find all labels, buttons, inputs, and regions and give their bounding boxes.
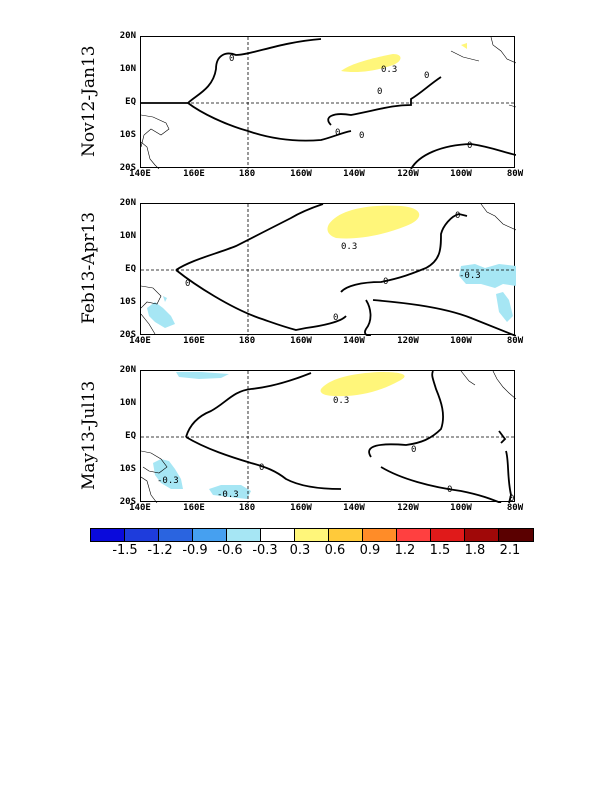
map-panel-1	[79, 31, 530, 196]
contour-label: 0	[333, 313, 339, 323]
x-tick-80w: 80W	[506, 503, 524, 513]
coastline	[141, 142, 159, 169]
colorbar-swatch	[499, 529, 533, 541]
colorbar-swatch	[295, 529, 329, 541]
colorbar-swatch	[363, 529, 397, 541]
colorbar-label: -1.2	[147, 543, 173, 558]
colorbar-label: 0.3	[289, 543, 311, 558]
map-plot	[141, 37, 516, 169]
negative-anomaly-shading	[176, 372, 229, 379]
zero-contour	[176, 204, 323, 270]
zero-contour	[186, 373, 311, 437]
y-tick-eq: EQ	[125, 264, 136, 274]
negative-anomaly-shading	[147, 302, 175, 328]
coastline	[509, 105, 516, 107]
contour-label: 0.3	[341, 242, 358, 252]
coastline	[141, 477, 157, 503]
x-tick-120w: 120W	[397, 336, 419, 346]
x-tick-180: 180	[238, 503, 256, 513]
y-tick-10s: 10S	[119, 464, 136, 474]
zero-contour	[176, 270, 346, 330]
zero-contour	[328, 77, 441, 125]
y-tick-10n: 10N	[119, 64, 136, 74]
contour-label: -0.3	[157, 476, 179, 486]
colorbar-label: -1.5	[112, 543, 138, 558]
panel-title: Nov12-Jan13	[79, 45, 99, 157]
map-area	[140, 370, 515, 502]
x-tick-160w: 160W	[290, 503, 312, 513]
x-tick-160e: 160E	[183, 169, 205, 179]
y-tick-10s: 10S	[119, 130, 136, 140]
colorbar-swatch	[465, 529, 499, 541]
colorbar-label: 1.8	[464, 543, 486, 558]
map-area	[140, 203, 515, 335]
contour-label: -0.3	[217, 490, 239, 500]
contour-label: 0	[377, 87, 383, 97]
y-tick-20n: 20N	[119, 31, 136, 41]
colorbar-swatch	[397, 529, 431, 541]
x-tick-80w: 80W	[506, 169, 524, 179]
y-tick-10s: 10S	[119, 297, 136, 307]
x-tick-140e: 140E	[129, 336, 151, 346]
x-tick-140e: 140E	[129, 169, 151, 179]
colorbar-swatch	[193, 529, 227, 541]
map-plot	[141, 371, 516, 503]
colorbar-label: 0.6	[324, 543, 346, 558]
colorbar-swatch	[91, 529, 125, 541]
y-tick-20s: 20S	[119, 163, 136, 173]
contour-label: 0	[509, 494, 515, 503]
colorbar-labels	[90, 543, 552, 559]
coastline	[481, 204, 516, 230]
positive-anomaly-shading	[327, 206, 419, 239]
colorbar-swatch	[125, 529, 159, 541]
contour-label: 0	[335, 128, 341, 138]
coastline	[141, 115, 169, 147]
coastline	[493, 371, 516, 399]
contour-label: 0	[185, 279, 191, 289]
colorbar-label: 2.1	[499, 543, 521, 558]
x-tick-120w: 120W	[397, 503, 419, 513]
x-tick-160e: 160E	[183, 336, 205, 346]
x-tick-120w: 120W	[397, 169, 419, 179]
colorbar-swatch	[261, 529, 295, 541]
map-plot	[141, 204, 516, 336]
zero-contour	[188, 103, 351, 141]
contour-label: 0.3	[333, 396, 350, 406]
colorbar-swatch	[329, 529, 363, 541]
x-tick-180: 180	[238, 169, 256, 179]
contour-label: -0.3	[459, 271, 481, 281]
contour-label: 0	[447, 485, 453, 495]
y-tick-10n: 10N	[119, 231, 136, 241]
contour-label: 0	[383, 277, 389, 287]
y-tick-20n: 20N	[119, 365, 136, 375]
coastline	[491, 37, 516, 63]
x-tick-80w: 80W	[506, 336, 524, 346]
x-tick-100w: 100W	[450, 336, 472, 346]
x-tick-100w: 100W	[450, 503, 472, 513]
y-tick-20n: 20N	[119, 198, 136, 208]
map-panel-2	[79, 198, 530, 363]
x-tick-160w: 160W	[290, 336, 312, 346]
colorbar-label: 1.5	[429, 543, 451, 558]
x-tick-100w: 100W	[450, 169, 472, 179]
contour-label: 0	[455, 211, 461, 221]
y-tick-20s: 20S	[119, 497, 136, 507]
negative-anomaly-shading	[163, 296, 167, 302]
positive-anomaly-shading	[461, 43, 467, 49]
zero-contour	[373, 300, 516, 336]
coastline	[461, 371, 475, 385]
x-tick-140w: 140W	[343, 169, 365, 179]
colorbar-label: -0.3	[252, 543, 278, 558]
map-panel-3	[79, 365, 530, 530]
colorbar-swatch	[159, 529, 193, 541]
negative-anomaly-shading	[496, 292, 513, 322]
contour-label: 0	[467, 141, 473, 151]
zero-contour	[411, 144, 516, 169]
map-area	[140, 36, 515, 168]
positive-anomaly-shading	[321, 372, 405, 396]
y-tick-eq: EQ	[125, 97, 136, 107]
coastline	[141, 451, 167, 473]
colorbar-swatch	[227, 529, 261, 541]
y-tick-20s: 20S	[119, 330, 136, 340]
contour-label: 0	[259, 463, 265, 473]
coastline	[451, 51, 479, 61]
colorbar	[90, 528, 534, 542]
x-tick-160e: 160E	[183, 503, 205, 513]
contour-label: 0	[411, 445, 417, 455]
x-tick-140w: 140W	[343, 336, 365, 346]
zero-contour	[365, 300, 371, 336]
colorbar-label: -0.6	[217, 543, 243, 558]
colorbar-label: -0.9	[182, 543, 208, 558]
contour-label: 0.3	[381, 65, 398, 75]
contour-label: 0	[424, 71, 430, 81]
y-tick-10n: 10N	[119, 398, 136, 408]
x-tick-140e: 140E	[129, 503, 151, 513]
colorbar-swatch	[431, 529, 465, 541]
contour-label: 0	[359, 131, 365, 141]
zero-contour	[381, 467, 501, 503]
x-tick-180: 180	[238, 336, 256, 346]
zero-contour	[141, 39, 321, 103]
x-tick-160w: 160W	[290, 169, 312, 179]
contour-label: 0	[229, 54, 235, 64]
colorbar-label: 0.9	[359, 543, 381, 558]
colorbar-label: 1.2	[394, 543, 416, 558]
panel-title: Feb13-Apr13	[79, 211, 99, 325]
x-tick-140w: 140W	[343, 503, 365, 513]
panel-title: May13-Jul13	[79, 380, 99, 490]
y-tick-eq: EQ	[125, 431, 136, 441]
